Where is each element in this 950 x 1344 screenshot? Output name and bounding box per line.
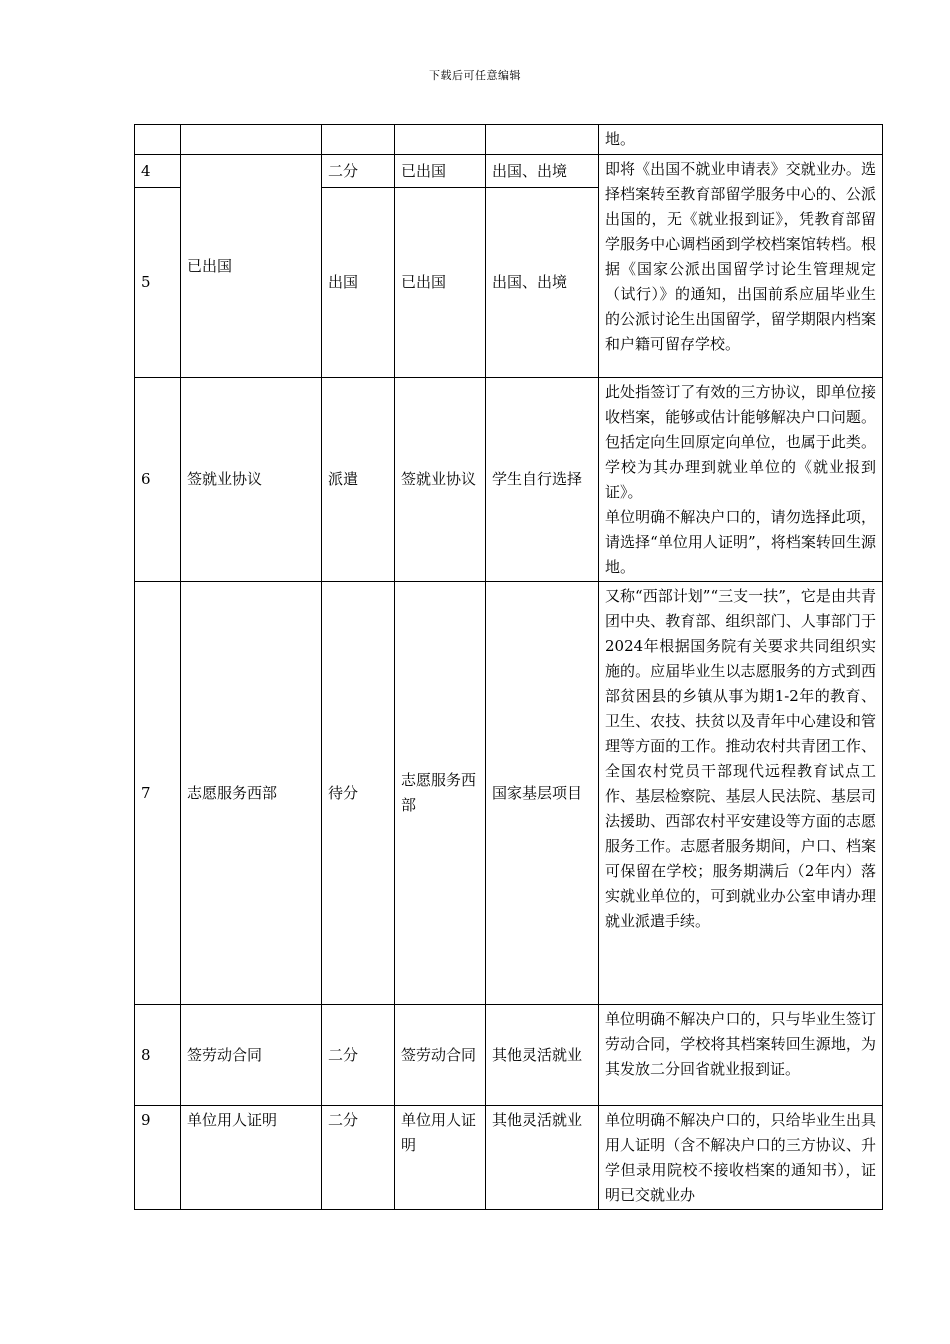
cell-type: 签就业协议 [395, 378, 486, 582]
description-paragraph: 单位明确不解决户口的，请勿选择此项，请选择“单位用人证明”，将档案转回生源地。 [605, 508, 876, 576]
cell-type: 已出国 [395, 155, 486, 188]
cell-name: 已出国 [181, 155, 322, 378]
cell-category: 二分 [322, 1005, 395, 1106]
table-row [135, 1005, 883, 1106]
cell-name: 签就业协议 [181, 378, 322, 582]
cell-empty [181, 125, 322, 155]
cell-category: 二分 [322, 1106, 395, 1210]
cell-name: 单位用人证明 [181, 1106, 322, 1210]
table-row [135, 582, 883, 1005]
cell-description: 又称“西部计划”“三支一扶”，它是由共青团中央、教育部、组织部门、人事部门于2024年根据国务院有关要求共同组织实施的。应届毕业生以志愿服务的方式到西部贫困县的乡镇从事为期1-2年的教育、卫生、农技、扶贫以及青年中心建设和管理等方面的工作。推动农村共青团工作、全国农村党员干部现代远程教育试点工作、基层检察院、基层人民法院、基层司法援助、西部农村平安建设等方面的志愿服务工作。志愿者服务期间，户口、档案可保留在学校；服务期满后（2年内）落实就业单位的，可到就业办公室申请办理就业派遣手续。 [599, 582, 883, 1005]
cell-destination: 其他灵活就业 [486, 1005, 599, 1106]
description-paragraph: 此处指签订了有效的三方协议，即单位接收档案，能够或估计能够解决户口问题。包括定向生回原定向单位，也属于此类。学校为其办理到就业单位的《就业报到证》。 [605, 383, 876, 501]
cell-category: 派遣 [322, 378, 395, 582]
cell-number: 6 [135, 378, 181, 582]
cell-description: 地。 [599, 125, 883, 155]
page-header: 下载后可任意编辑 [429, 69, 521, 82]
table-row [135, 378, 883, 582]
cell-type: 单位用人证明 [395, 1106, 486, 1210]
cell-number: 7 [135, 582, 181, 1005]
cell-destination: 其他灵活就业 [486, 1106, 599, 1210]
cell-empty [486, 125, 599, 155]
cell-type: 志愿服务西部 [395, 582, 486, 1005]
cell-type: 已出国 [395, 188, 486, 378]
cell-type: 签劳动合同 [395, 1005, 486, 1106]
cell-number: 5 [135, 188, 181, 378]
employment-category-table [134, 124, 883, 1210]
cell-destination: 出国、出境 [486, 188, 599, 378]
cell-name: 志愿服务西部 [181, 582, 322, 1005]
cell-category: 二分 [322, 155, 395, 188]
table-row-continuation [135, 125, 883, 155]
table-row [135, 155, 883, 188]
cell-empty [395, 125, 486, 155]
cell-number: 4 [135, 155, 181, 188]
cell-number: 9 [135, 1106, 181, 1210]
cell-destination: 出国、出境 [486, 155, 599, 188]
cell-name: 签劳动合同 [181, 1005, 322, 1106]
cell-empty [135, 125, 181, 155]
cell-description: 单位明确不解决户口的，只与毕业生签订劳动合同，学校将其档案转回生源地，为其发放二分回省就业报到证。 [599, 1005, 883, 1106]
cell-description: 即将《出国不就业申请表》交就业办。选择档案转至教育部留学服务中心的、公派出国的，无《就业报到证》，凭教育部留学服务中心调档函到学校档案馆转档。根据《国家公派出国留学讨论生管理规定（试行）》的通知，出国前系应届毕业生的公派讨论生出国留学，留学期限内档案和户籍可留存学校。 [599, 155, 883, 378]
cell-description: 单位明确不解决户口的，只给毕业生出具用人证明（含不解决户口的三方协议、升学但录用院校不接收档案的通知书），证明已交就业办 [599, 1106, 883, 1210]
table-row [135, 1106, 883, 1210]
cell-number: 8 [135, 1005, 181, 1106]
cell-category: 出国 [322, 188, 395, 378]
cell-category: 待分 [322, 582, 395, 1005]
cell-empty [322, 125, 395, 155]
cell-destination: 国家基层项目 [486, 582, 599, 1005]
cell-destination: 学生自行选择 [486, 378, 599, 582]
cell-description [599, 378, 883, 582]
